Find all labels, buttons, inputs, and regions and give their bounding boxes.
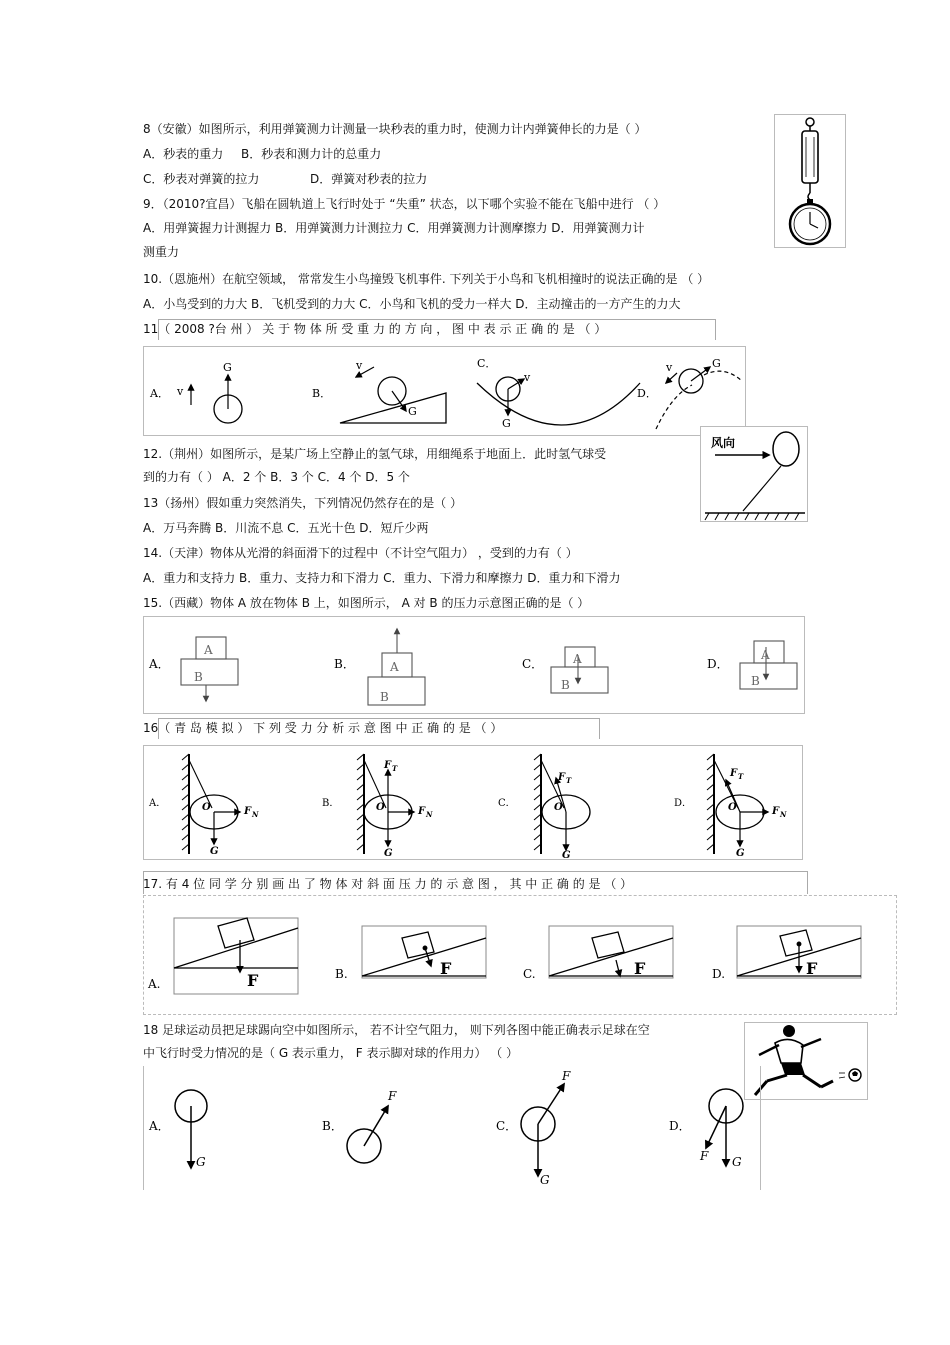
- q11-stem-frame: [158, 319, 716, 340]
- q16-d-o-label: O: [728, 802, 737, 813]
- q10-options: A．小鸟受到的力大 B．飞机受到的力大 C．小鸟和飞机的受力一样大 D．主动撞击的一方产生的力大: [143, 297, 681, 311]
- q15-c-block-a: A: [573, 652, 582, 666]
- q16-d-ft-label: F: [730, 768, 738, 779]
- q17-label-a: A.: [148, 977, 161, 991]
- q17-label-d: D.: [712, 967, 726, 981]
- q11-a-g-label: G: [223, 361, 232, 374]
- q16-label-b: B．: [322, 798, 340, 809]
- q11-b-v-label: v: [356, 359, 363, 372]
- q11-a-v-label: v: [177, 385, 184, 398]
- q12-options: 到的力有（ ） A．2 个 B．3 个 C．4 个 D．5 个: [143, 470, 410, 484]
- q11-label-c: C．: [477, 357, 497, 370]
- q16-a-fn-subscript: N: [252, 810, 259, 819]
- q16-c-ft-label: F: [558, 772, 566, 783]
- q11-stem: 11（ 2008 ?台 州 ） 关 于 物 体 所 受 重 力 的 方 向 ， 图 中 表 示 正 确 的 是 （ ）: [143, 322, 607, 336]
- q16-c-g-label: G: [562, 850, 571, 859]
- q9-options: A．用弹簧握力计测握力 B．用弹簧测力计测拉力 C．用弹簧测力计测摩擦力 D．用弹簧测力计: [143, 221, 645, 235]
- q15-label-a: A．: [149, 657, 170, 671]
- q14-stem: 14.（天津）物体从光滑的斜面滑下的过程中（不计空气阻力） ，受到的力有（ ）: [143, 546, 578, 560]
- q11-label-b: B．: [312, 387, 332, 400]
- q16-stem: 16（ 青 岛 模 拟 ） 下 列 受 力 分 析 示 意 图 中 正 确 的 是 （ ）: [143, 721, 503, 735]
- q16-b-fn-subscript: N: [426, 810, 433, 819]
- q16-figure-panel: [143, 745, 803, 860]
- q16-b-ft-subscript: T: [392, 764, 398, 773]
- q15-label-b: B．: [334, 657, 355, 671]
- q11-b-g-label: G: [408, 405, 417, 418]
- q17-figure-panel: [143, 895, 897, 1015]
- q15-a-block-a: A: [204, 643, 213, 657]
- q11-label-a: A．: [150, 387, 169, 400]
- q16-a-g-label: G: [210, 846, 219, 857]
- q18-c-g-label: G: [540, 1173, 550, 1187]
- q17-label-c: C.: [523, 967, 536, 981]
- q17-b-f-label: F: [440, 959, 452, 978]
- q17-d-f-label: F: [806, 959, 818, 978]
- q18-label-b: B．: [322, 1119, 343, 1133]
- q13-options: A．万马奔腾 B．川流不息 C．五光十色 D．短斤少两: [143, 521, 429, 535]
- q16-stem-frame: [158, 718, 600, 739]
- q16-label-a: A．: [149, 798, 167, 809]
- q16-d-fn-subscript: N: [780, 810, 787, 819]
- q11-figure-panel: [143, 346, 746, 436]
- q16-a-fn-label: F: [244, 806, 252, 817]
- q18-b-f-label: F: [388, 1089, 397, 1103]
- q15-d-block-b: B: [751, 674, 760, 688]
- q15-label-c: C．: [522, 657, 544, 671]
- q16-d-g-label: G: [736, 848, 745, 859]
- q18-label-d: D．: [669, 1119, 691, 1133]
- q16-a-o-label: O: [202, 802, 211, 813]
- q17-stem: 17. 有 4 位 同 学 分 别 画 出 了 物 体 对 斜 面 压 力 的 示 意 图 ， 其 中 正 确 的 是 （ ）: [143, 877, 633, 891]
- q16-label-d: D．: [674, 798, 693, 809]
- q15-d-block-a: A: [761, 648, 770, 662]
- q15-figure-panel: [143, 616, 805, 714]
- q12-stem: 12.（荆州）如图所示，是某广场上空静止的氢气球，用细绳系于地面上．此时氢气球受: [143, 447, 607, 461]
- q18-a-g-label: G: [196, 1155, 206, 1169]
- q16-b-g-label: G: [384, 848, 393, 859]
- wind-direction-label: 风向: [711, 436, 736, 450]
- q10-stem: 10.（恩施州）在航空领域， 常常发生小鸟撞毁飞机事件. 下列关于小鸟和飞机相撞时的说法正确的是 （ ）: [143, 272, 710, 286]
- q18-figure-panel: [143, 1066, 761, 1190]
- q15-b-block-a: A: [390, 660, 399, 674]
- q11-c-g-label: G: [502, 417, 511, 430]
- football-player-figure: [744, 1022, 868, 1100]
- q8-option-a: A．秒表的重力: [143, 147, 224, 161]
- q8-option-c: C．秒表对弹簧的拉力: [143, 172, 260, 186]
- q16-c-ft-subscript: T: [566, 776, 572, 785]
- q16-b-fn-label: F: [418, 806, 426, 817]
- q11-c-v-label: v: [524, 371, 531, 384]
- q14-options: A．重力和支持力 B．重力、支持力和下滑力 C．重力、下滑力和摩擦力 D．重力和下滑力: [143, 571, 621, 585]
- q13-stem: 13（扬州）假如重力突然消失，下列情况仍然存在的是（ ）: [143, 496, 463, 510]
- q15-b-block-b: B: [380, 690, 389, 704]
- spring-scale-stopwatch-figure: [774, 114, 846, 248]
- q16-d-ft-subscript: T: [738, 772, 744, 781]
- q17-stem-frame: [143, 871, 808, 894]
- q18-d-f-label: F: [700, 1149, 709, 1163]
- q11-d-v-label: v: [666, 361, 673, 374]
- q16-b-o-label: O: [376, 802, 385, 813]
- q8-stem: 8（安徽）如图所示，利用弹簧测力计测量一块秒表的重力时，使测力计内弹簧伸长的力是（ ）: [143, 122, 647, 136]
- q15-a-block-b: B: [194, 670, 203, 684]
- q18-label-a: A．: [149, 1119, 170, 1133]
- q8-option-b: B．秒表和测力计的总重力: [241, 147, 382, 161]
- q18-d-g-label: G: [732, 1155, 742, 1169]
- q16-c-o-label: O: [554, 802, 563, 813]
- q11-label-d: D．: [637, 387, 657, 400]
- q18-label-c: C．: [496, 1119, 518, 1133]
- q18-c-f-label: F: [562, 1069, 571, 1083]
- q15-label-d: D．: [707, 657, 729, 671]
- q16-b-ft-label: F: [384, 760, 392, 771]
- q9-stem: 9．（2010?宜昌）飞船在圆轨道上飞行时处于 “失重” 状态，以下哪个实验不能在飞船中进行 （ ）: [143, 197, 666, 211]
- q17-a-f-label: F: [247, 971, 259, 990]
- q17-label-b: B.: [335, 967, 348, 981]
- q16-label-c: C．: [498, 798, 516, 809]
- q9-options-continued: 测重力: [143, 245, 180, 259]
- balloon-figure: [700, 426, 808, 522]
- q16-d-fn-label: F: [772, 806, 780, 817]
- q8-option-d: D．弹簧对秒表的拉力: [310, 172, 428, 186]
- q15-c-block-b: B: [561, 678, 570, 692]
- q15-stem: 15.（西藏）物体 A 放在物体 B 上，如图所示， A 对 B 的压力示意图正确的是（ ）: [143, 596, 590, 610]
- q11-d-g-label: G: [712, 357, 721, 370]
- q17-c-f-label: F: [634, 959, 646, 978]
- q18-stem: 18 足球运动员把足球踢向空中如图所示， 若不计空气阻力， 则下列各图中能正确表示足球在空: [143, 1023, 650, 1037]
- q18-stem-continued: 中飞行时受力情况的是（ G 表示重力， F 表示脚对球的作用力） （ ）: [143, 1046, 519, 1060]
